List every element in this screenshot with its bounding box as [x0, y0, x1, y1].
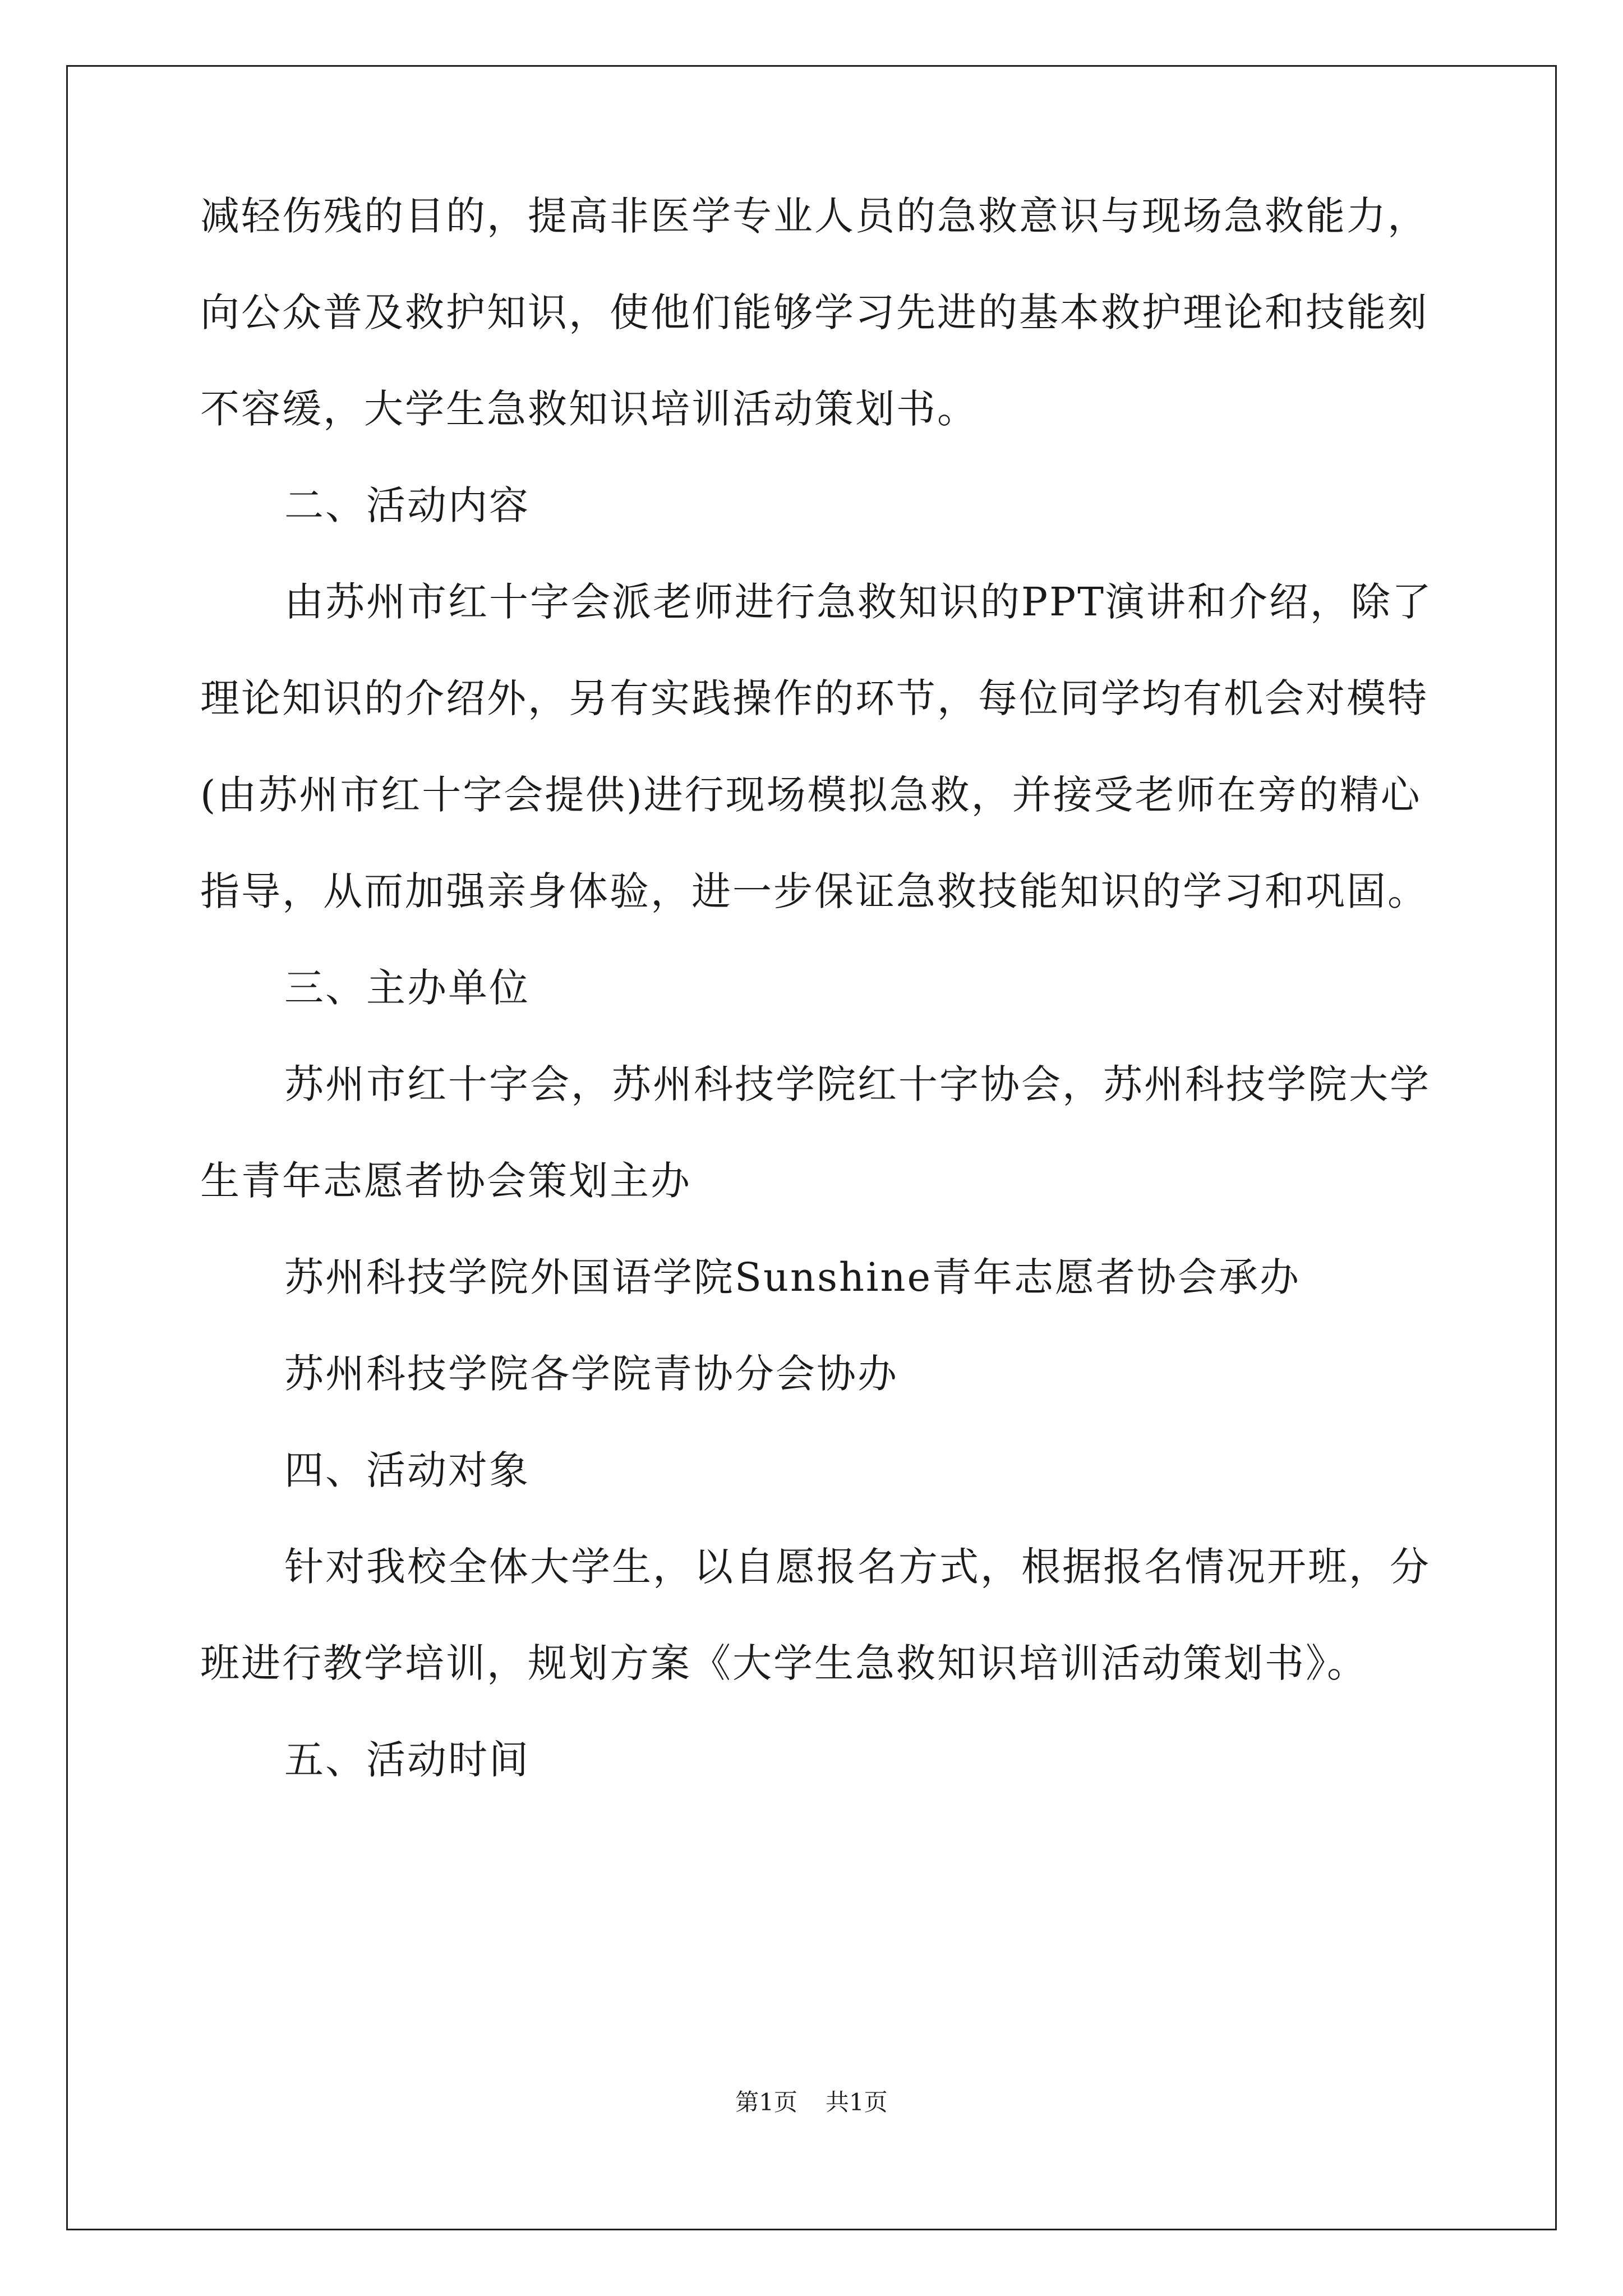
paragraph-line: 班进行教学培训，规划方案《大学生急救知识培训活动策划书》。 [200, 1640, 1368, 1686]
section-heading: 三、主办单位 [284, 965, 530, 1011]
paragraph-line: 指导，从而加强亲身体验，进一步保证急救技能知识的学习和巩固。 [200, 868, 1428, 914]
paragraph-line: 生青年志愿者协会策划主办 [200, 1158, 691, 1204]
section-heading: 四、活动对象 [284, 1447, 530, 1493]
section-heading: 五、活动时间 [284, 1737, 530, 1783]
paragraph-line: (由苏州市红十字会提供)进行现场模拟急救，并接受老师在旁的精心 [200, 772, 1422, 818]
paragraph-line: 减轻伤残的目的，提高非医学专业人员的急救意识与现场急救能力， [200, 193, 1428, 239]
paragraph-line: 苏州市红十字会，苏州科技学院红十字协会，苏州科技学院大学 [284, 1061, 1431, 1107]
paragraph-line: 苏州科技学院外国语学院Sunshine青年志愿者协会承办 [284, 1254, 1301, 1300]
paragraph-line: 不容缓，大学生急救知识培训活动策划书。 [200, 386, 978, 432]
paragraph-line: 针对我校全体大学生，以自愿报名方式，根据报名情况开班，分 [284, 1544, 1431, 1590]
page-number: 第1页 [735, 2088, 797, 2116]
page-footer [0, 2087, 1623, 2118]
section-heading: 二、活动内容 [284, 482, 530, 528]
page-total: 共1页 [826, 2088, 888, 2116]
paragraph-line: 苏州科技学院各学院青协分会协办 [284, 1351, 898, 1397]
paragraph-line: 由苏州市红十字会派老师进行急救知识的PPT演讲和介绍，除了 [284, 579, 1433, 625]
paragraph-line: 向公众普及救护知识，使他们能够学习先进的基本救护理论和技能刻 [200, 289, 1428, 335]
paragraph-line: 理论知识的介绍外，另有实践操作的环节，每位同学均有机会对模特 [200, 675, 1428, 721]
